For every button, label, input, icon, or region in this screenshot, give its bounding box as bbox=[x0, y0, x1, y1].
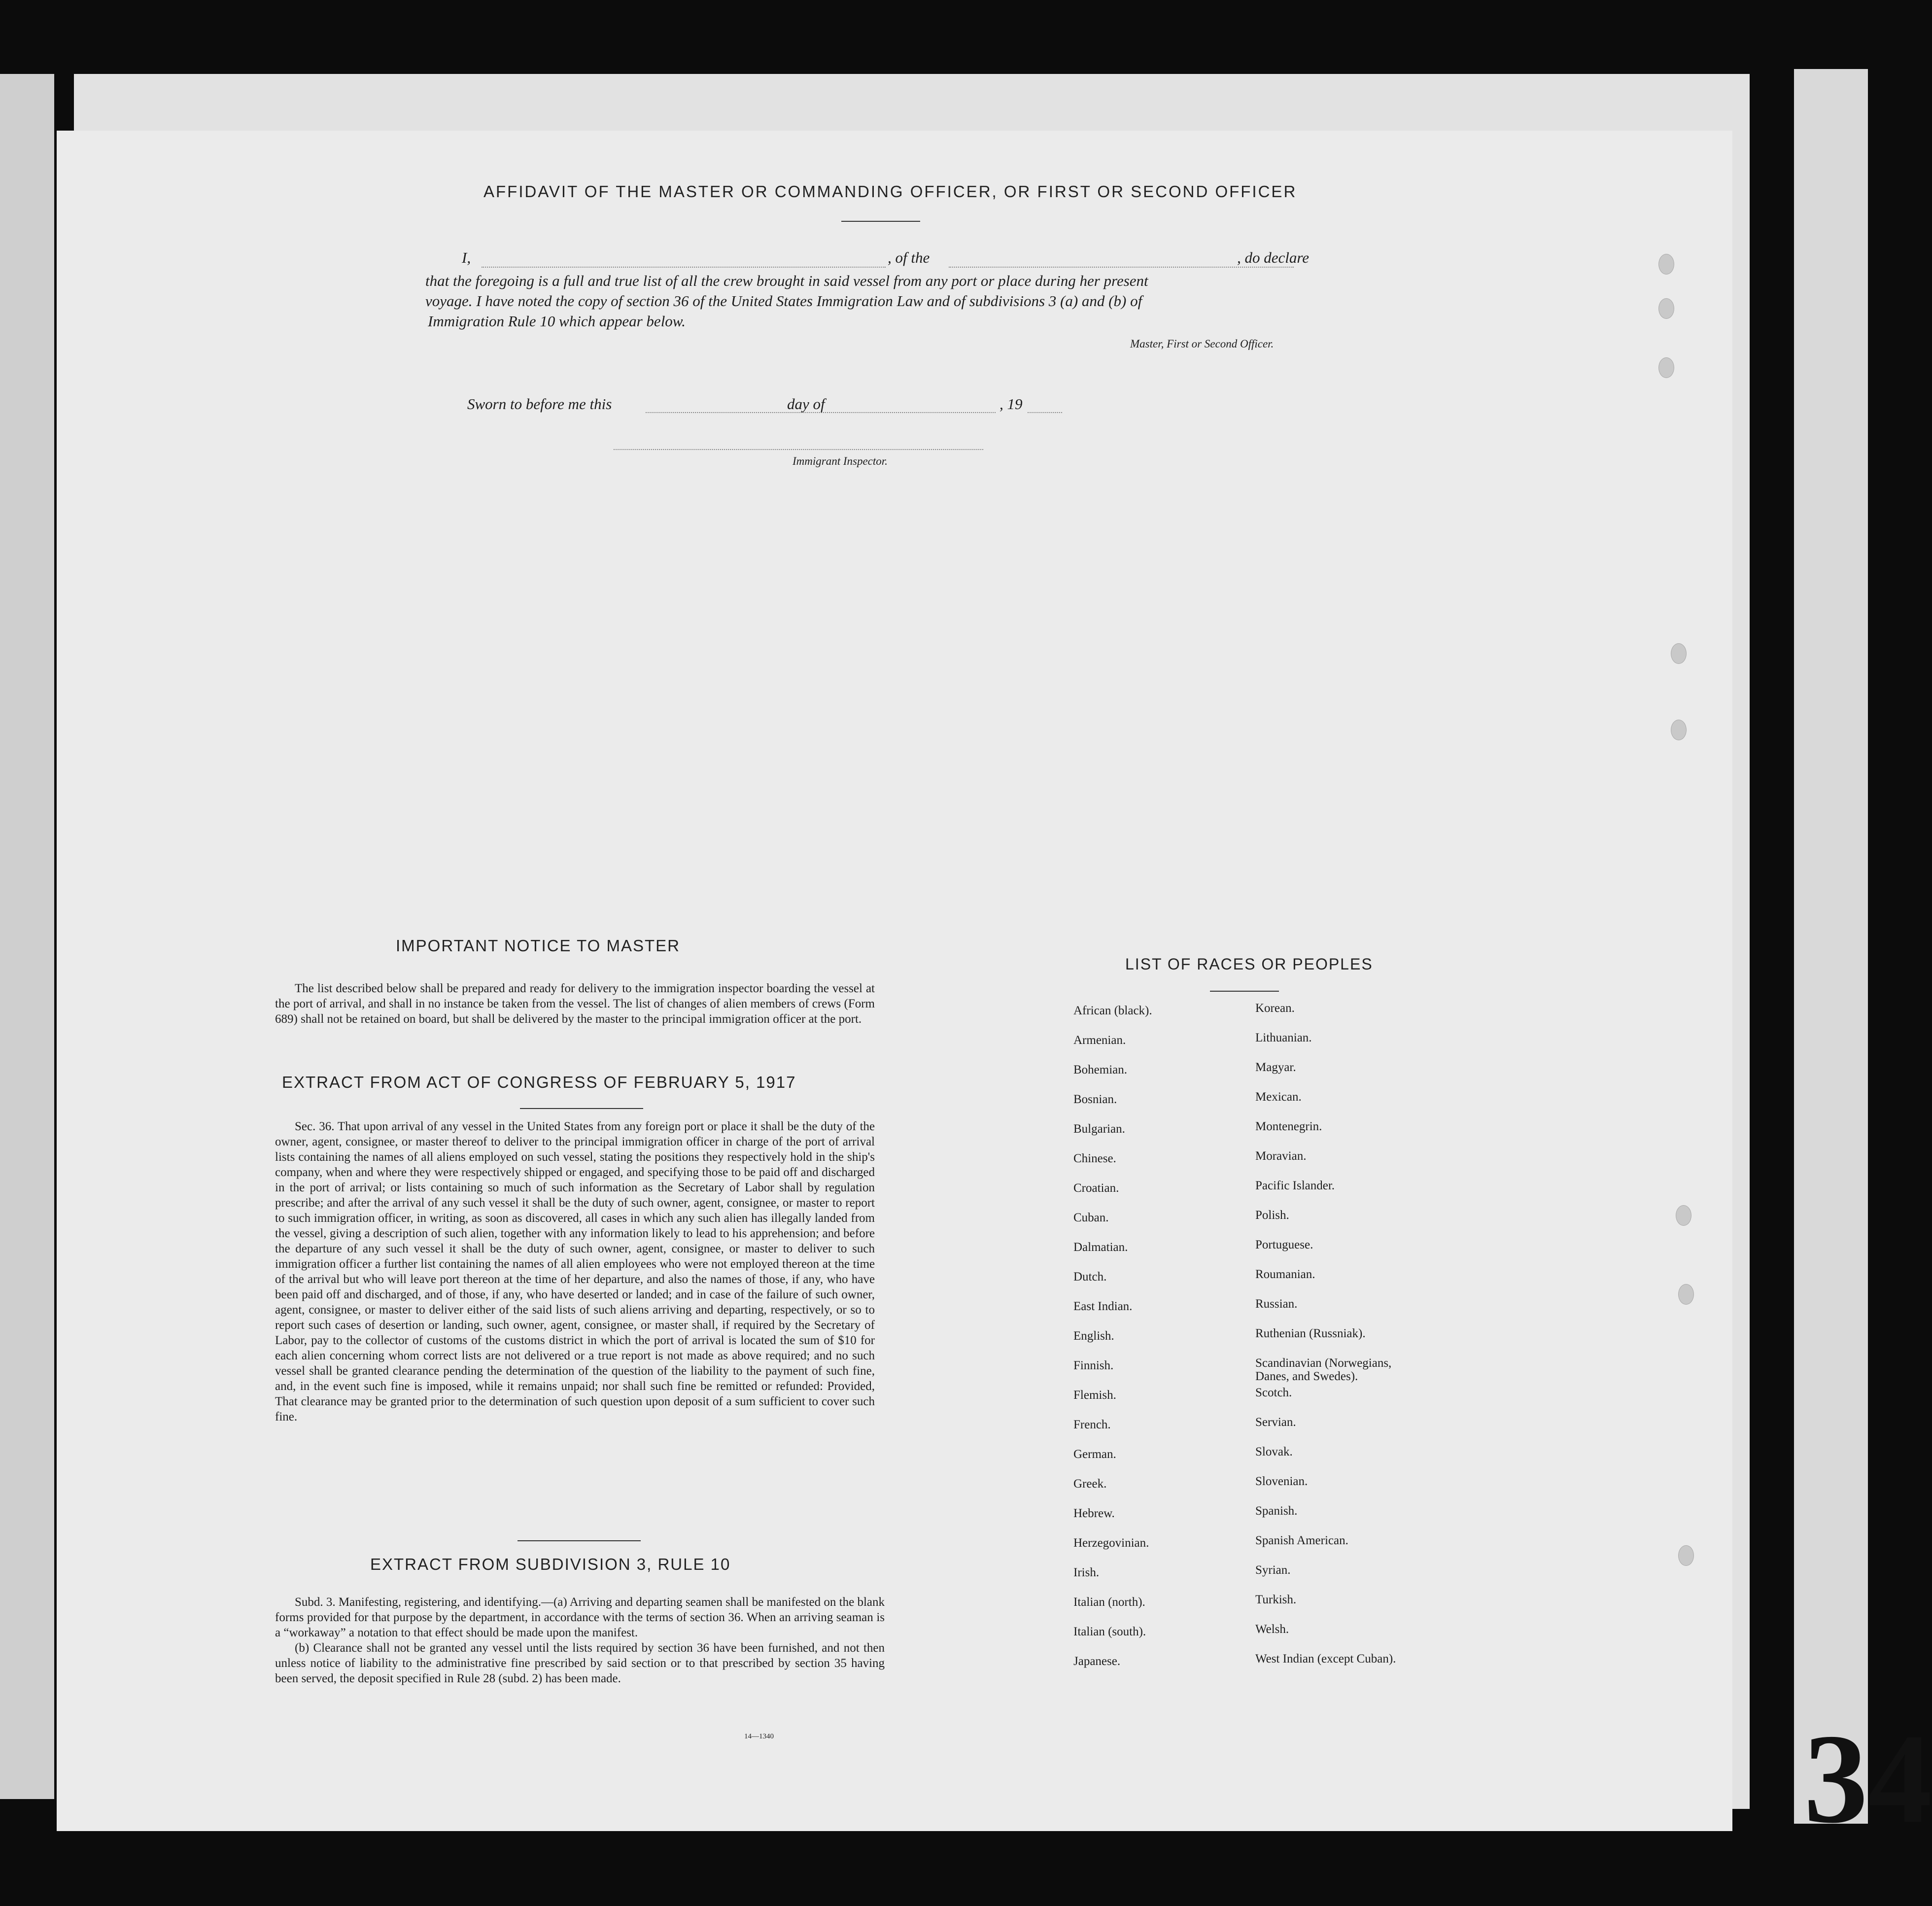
race-entry: Servian. bbox=[1255, 1416, 1296, 1429]
page-number-fragment: 34 bbox=[1804, 1708, 1932, 1850]
punch-hole bbox=[1678, 1284, 1694, 1305]
affidavit-declare: , do declare bbox=[1237, 249, 1310, 266]
races-list-left bbox=[1073, 1004, 1152, 1684]
affidavit-i: I, bbox=[462, 249, 471, 266]
race-entry: Japanese. bbox=[1073, 1655, 1121, 1668]
race-entry: Finnish. bbox=[1073, 1359, 1114, 1372]
race-entry: Scandinavian (Norwegians, Danes, and Swedes). bbox=[1255, 1356, 1392, 1383]
punch-hole bbox=[1671, 643, 1687, 664]
race-entry: Chinese. bbox=[1073, 1152, 1116, 1165]
affidavit-line-4: Immigration Rule 10 which appear below. bbox=[428, 312, 686, 330]
races-list-right bbox=[1255, 1002, 1396, 1682]
punch-hole bbox=[1671, 720, 1687, 740]
act-text bbox=[275, 1119, 875, 1424]
day-of-text: day of bbox=[787, 395, 825, 413]
race-entry: Ruthenian (Russniak). bbox=[1255, 1327, 1366, 1340]
name-blank bbox=[482, 266, 886, 268]
race-entry: Armenian. bbox=[1073, 1034, 1126, 1047]
race-entry: Italian (south). bbox=[1073, 1625, 1146, 1638]
race-entry: English. bbox=[1073, 1329, 1114, 1343]
rule-text bbox=[275, 1594, 885, 1686]
race-entry: Dutch. bbox=[1073, 1270, 1107, 1283]
signature-caption: Master, First or Second Officer. bbox=[1130, 338, 1274, 350]
race-entry: Italian (north). bbox=[1073, 1595, 1145, 1609]
punch-hole bbox=[1676, 1205, 1691, 1226]
race-entry: Bohemian. bbox=[1073, 1063, 1128, 1076]
affidavit-title: AFFIDAVIT OF THE MASTER OR COMMANDING OFFICER, OR FIRST OR SECOND OFFICER bbox=[483, 182, 1297, 201]
act-title: EXTRACT FROM ACT OF CONGRESS OF FEBRUARY 5, 1917 bbox=[282, 1073, 796, 1091]
race-entry: Welsh. bbox=[1255, 1623, 1289, 1636]
act-title-rule bbox=[520, 1108, 643, 1109]
race-entry: Bosnian. bbox=[1073, 1093, 1117, 1106]
document-page bbox=[57, 131, 1732, 1831]
race-entry: Pacific Islander. bbox=[1255, 1179, 1335, 1192]
race-entry: Hebrew. bbox=[1073, 1507, 1115, 1520]
form-number: 14—1340 bbox=[744, 1733, 774, 1740]
race-entry: Portuguese. bbox=[1255, 1238, 1313, 1251]
race-entry: Roumanian. bbox=[1255, 1268, 1315, 1281]
rule-paragraph-a: Subd. 3. Manifesting, registering, and identifying.—(a) Arriving and departing seamen shall be manifested on the blank forms provided for that purpose by the department, in accordance with the terms of section 36. When an arriving seaman is a “workaway” a notation to that effect should be made upon the manifest. bbox=[275, 1595, 885, 1639]
notice-paragraph: The list described below shall be prepared and ready for delivery to the immigration inspector boarding the vessel at the port of arrival, and shall in no instance be taken from the vessel. The list of changes of alien members of crews (Form 689) shall not be retained on board, but shall be delivered by the master to the principal immigration officer at the port. bbox=[275, 982, 875, 1026]
year-text: , 19 bbox=[1000, 395, 1023, 413]
affidavit-of-the: , of the bbox=[888, 249, 930, 266]
race-entry: Scotch. bbox=[1255, 1386, 1292, 1399]
punch-hole bbox=[1658, 298, 1674, 319]
affidavit-line-2: that the foregoing is a full and true list of all the crew brought in said vessel from any port or place during her present bbox=[425, 272, 1148, 289]
rule-paragraph-b: (b) Clearance shall not be granted any vessel until the lists required by section 36 have been furnished, and not then unless notice of liability to the administrative fine prescribed by said section or to that prescribed by section 35 having been served, the deposit specified in Rule 28 (subd. 2) has been made. bbox=[275, 1641, 885, 1685]
races-title-rule bbox=[1210, 991, 1279, 992]
race-entry: Croatian. bbox=[1073, 1181, 1119, 1195]
punch-hole bbox=[1658, 357, 1674, 378]
race-entry: Herzegovinian. bbox=[1073, 1536, 1149, 1550]
race-entry: Korean. bbox=[1255, 1002, 1295, 1015]
race-entry: Dalmatian. bbox=[1073, 1241, 1128, 1254]
sworn-text: Sworn to before me this bbox=[467, 395, 612, 413]
race-entry: Bulgarian. bbox=[1073, 1122, 1125, 1136]
inspector-caption: Immigrant Inspector. bbox=[793, 455, 888, 467]
race-entry: Spanish. bbox=[1255, 1504, 1298, 1518]
notice-title: IMPORTANT NOTICE TO MASTER bbox=[396, 936, 681, 955]
race-entry: Polish. bbox=[1255, 1209, 1289, 1222]
race-entry: German. bbox=[1073, 1448, 1116, 1461]
race-entry: Cuban. bbox=[1073, 1211, 1109, 1224]
year-blank bbox=[1028, 412, 1062, 413]
race-entry: Moravian. bbox=[1255, 1149, 1307, 1163]
race-entry: Magyar. bbox=[1255, 1061, 1296, 1074]
race-entry: Slovak. bbox=[1255, 1445, 1293, 1458]
adjacent-page-right bbox=[1794, 69, 1932, 1850]
race-entry: Montenegrin. bbox=[1255, 1120, 1322, 1133]
rule-title: EXTRACT FROM SUBDIVISION 3, RULE 10 bbox=[370, 1555, 731, 1573]
race-entry: Syrian. bbox=[1255, 1563, 1291, 1577]
punch-hole bbox=[1678, 1545, 1694, 1566]
punch-hole bbox=[1658, 254, 1674, 275]
races-title: LIST OF RACES OR PEOPLES bbox=[1125, 955, 1373, 973]
race-entry: French. bbox=[1073, 1418, 1111, 1431]
race-entry: Lithuanian. bbox=[1255, 1031, 1312, 1044]
inspector-signature-line bbox=[614, 449, 983, 450]
race-entry: Spanish American. bbox=[1255, 1534, 1348, 1547]
race-entry: Slovenian. bbox=[1255, 1475, 1308, 1488]
affidavit-line-3: voyage. I have noted the copy of section 36 of the United States Immigration Law and of subdivisions 3 (a) and (b) of bbox=[425, 292, 1142, 310]
race-entry: Mexican. bbox=[1255, 1090, 1302, 1104]
adjacent-page-left bbox=[0, 74, 54, 1799]
race-entry: Turkish. bbox=[1255, 1593, 1297, 1606]
rule-title-rule bbox=[518, 1540, 641, 1541]
month-blank bbox=[833, 412, 996, 413]
race-entry: West Indian (except Cuban). bbox=[1255, 1652, 1396, 1665]
act-paragraph: Sec. 36. That upon arrival of any vessel in the United States from any foreign port or place it shall be the duty of the owner, agent, consignee, or master thereof to deliver to the principal immigration officer in charge of the port of arrival lists containing the names of all aliens employed on such vessel, stating the positions they respectively hold in the ship's company, when and where they were respectively shipped or engaged, and specifying those to be paid off and discharged in the port of arrival; or lists containing so much of such information as the Secretary of Labor shall by regulation prescribe; and after the arrival of any such vessel it shall be the duty of such owner, agent, consignee, or master to report to such immigration officer, in writing, as soon as discovered, all cases in which any such alien has illegally landed from the vessel, giving a description of such alien, together with any information likely to lead to his apprehension; and before the departure of any such vessel it shall be the duty of such owner, agent, consignee, or master to deliver to such immigration officer a further list containing the names of all alien employees who were not employed thereon at the time of the arrival but who will leave port thereon at the time of her departure, and also the names of those, if any, who have been paid off and discharged, and of those, if any, who have deserted or landed; and in case of the failure of such owner, agent, consignee, or master to deliver either of the said lists of such aliens arriving and departing, respectively, or so to report such cases of desertion or landing, such owner, agent, consignee, or master shall, if required by the Secretary of Labor, pay to the collector of customs of the customs district in which the port of arrival is located the sum of $10 for each alien concerning whom correct lists are not delivered or a true report is not made as above required; and no such vessel shall be granted clearance pending the determination of the question of the liability to the payment of such fine, and, in the event such fine is imposed, while it remains unpaid; nor shall such fine be remitted or refunded: Provided, That clearance may be granted prior to the determination of such question upon deposit of a sum sufficient to cover such fine. bbox=[275, 1120, 875, 1423]
race-entry: Greek. bbox=[1073, 1477, 1107, 1490]
race-entry: Russian. bbox=[1255, 1297, 1298, 1311]
race-entry: Flemish. bbox=[1073, 1388, 1116, 1402]
race-entry: East Indian. bbox=[1073, 1300, 1133, 1313]
race-entry: Irish. bbox=[1073, 1566, 1100, 1579]
notice-text bbox=[275, 981, 875, 1027]
race-entry: African (black). bbox=[1073, 1004, 1152, 1017]
title-rule bbox=[841, 221, 920, 222]
